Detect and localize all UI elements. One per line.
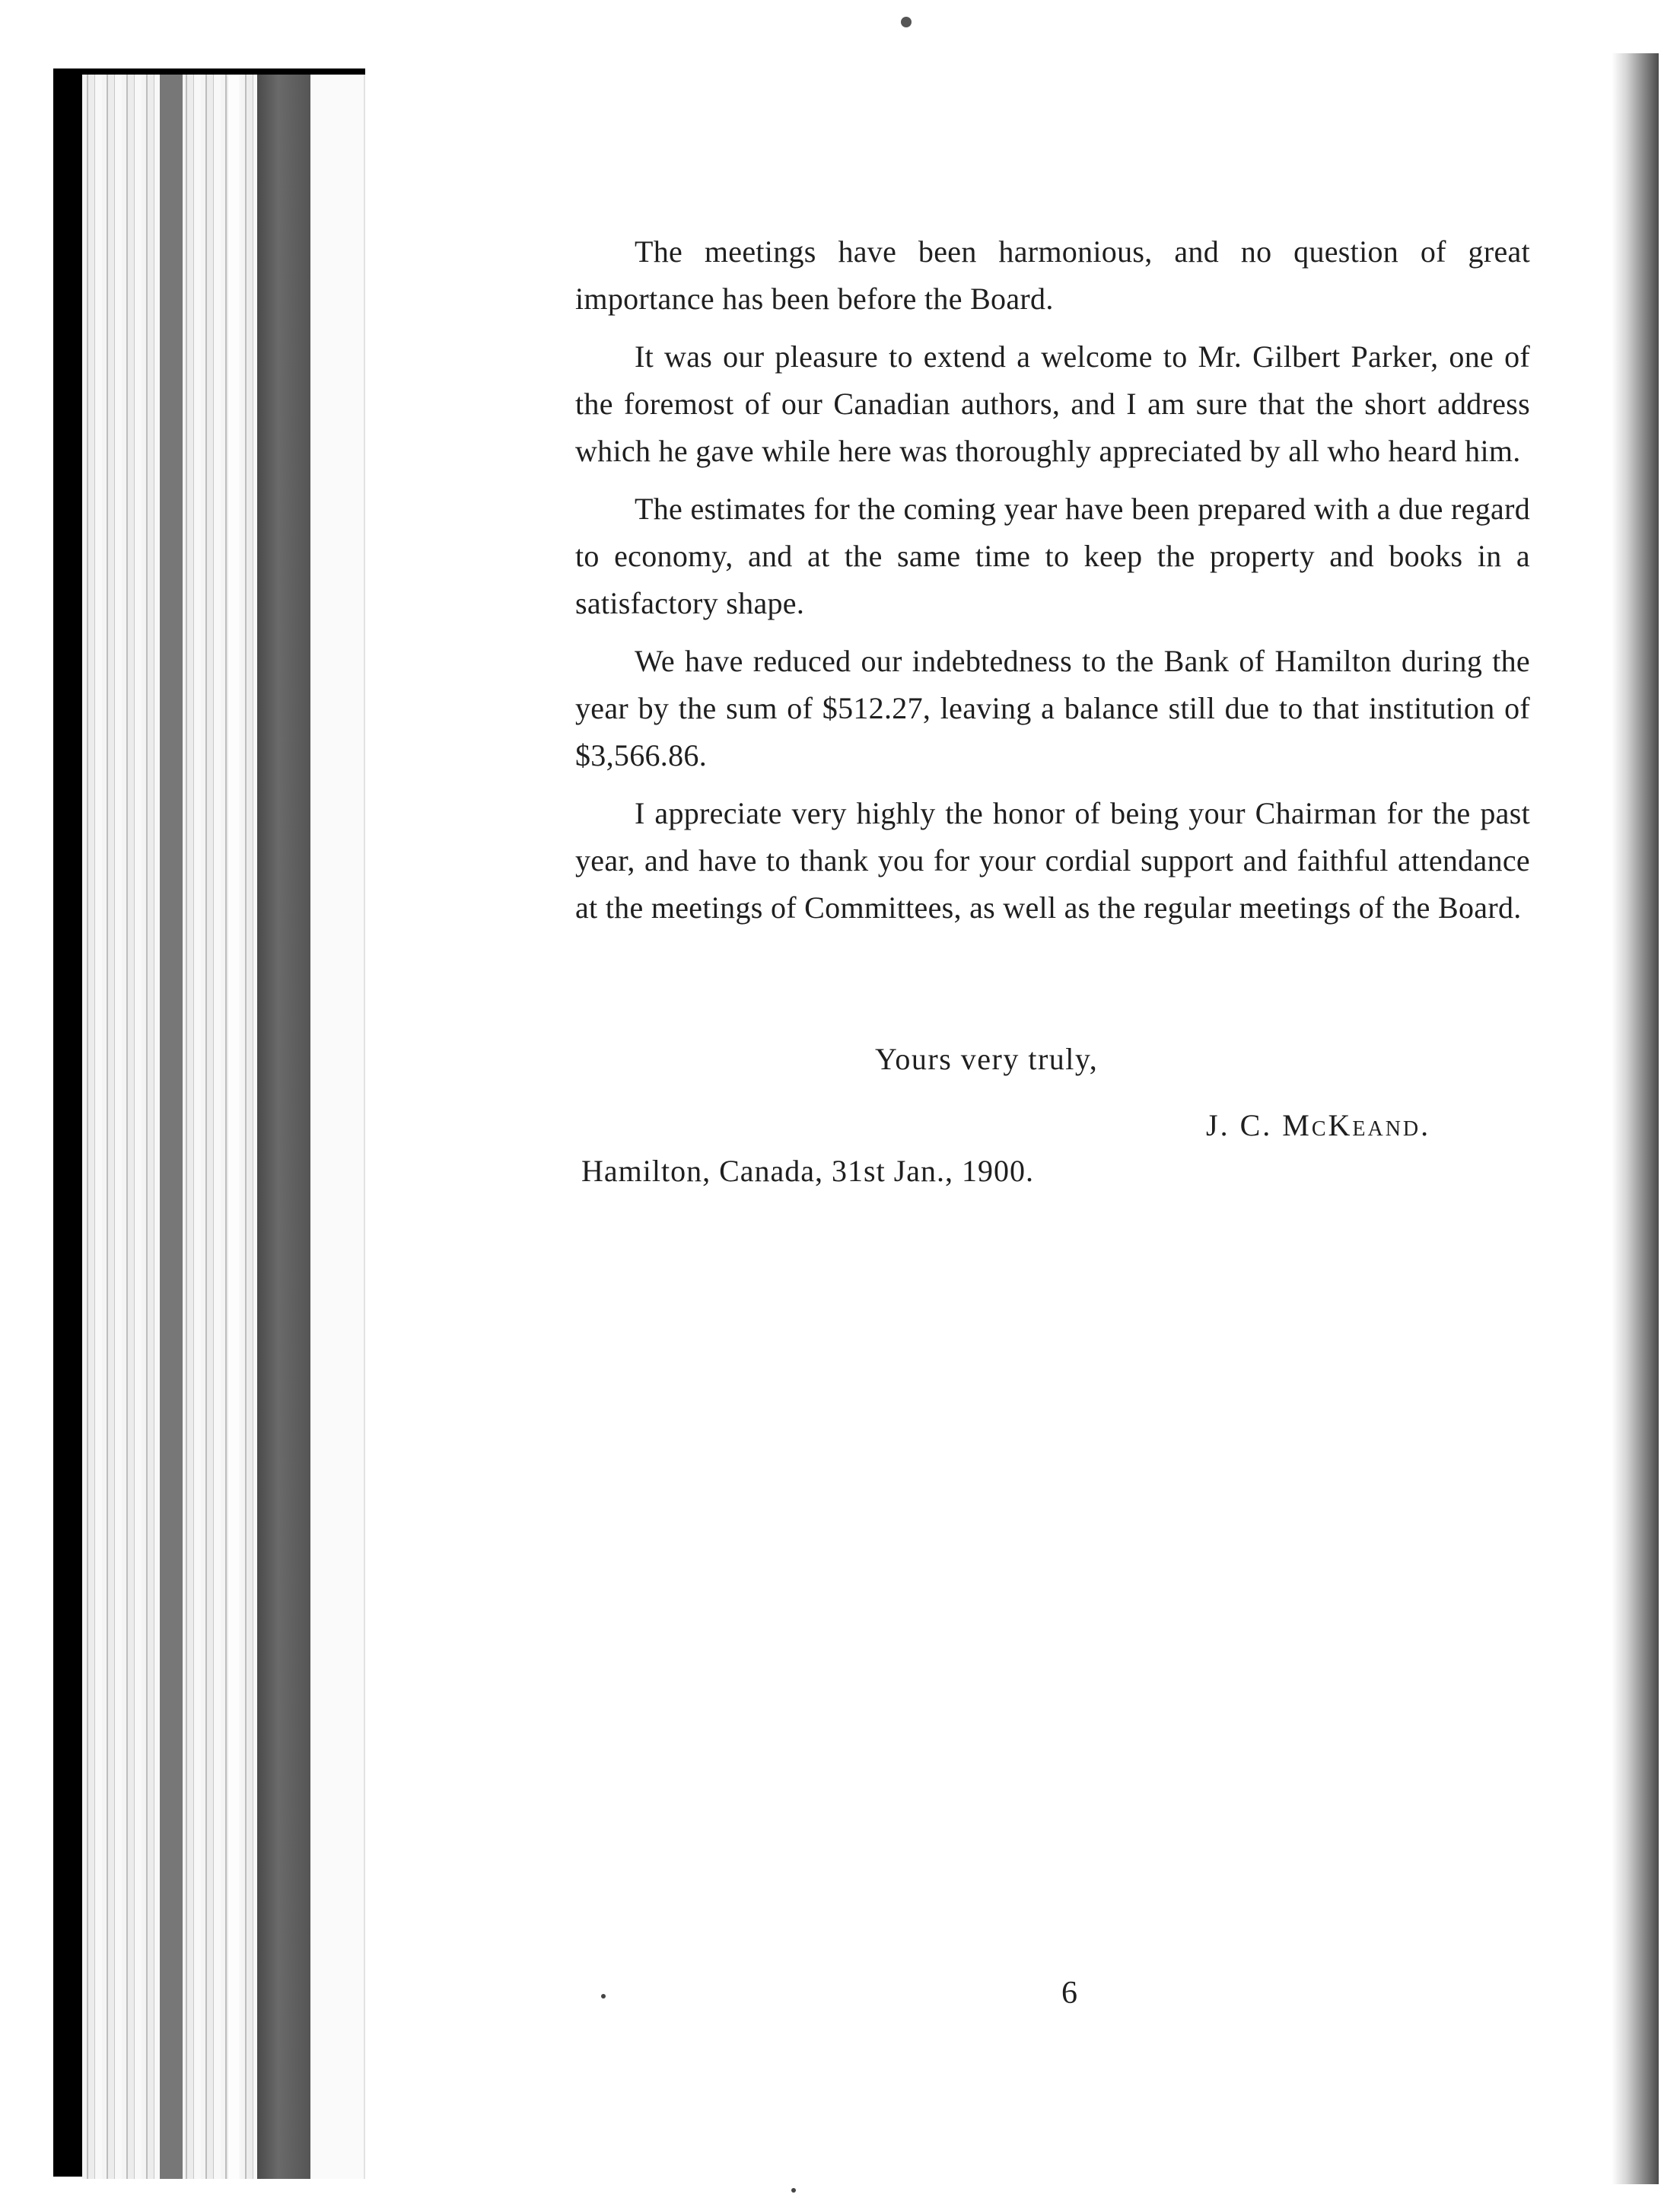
book-edge-band — [160, 75, 183, 2179]
paragraph: It was our pleasure to extend a welcome to Mr. Gilbert Parker, one of the foremost of our Canadian authors, and I am sure that the short address which he gave while here was thoroughly appreciated by all who heard him. — [575, 339, 1530, 468]
scan-speck — [791, 2188, 796, 2193]
book-edge-band — [257, 75, 310, 2179]
scan-dot — [901, 17, 912, 27]
body-text — [575, 228, 1530, 942]
page-number: 6 — [1061, 1976, 1077, 2011]
paragraph: I appreciate very highly the honor of being your Chairman for the past year, and have to thank you for your cordial support and faithful attendance at the meetings of Committees, as well as the regular meetings of the Board. — [575, 796, 1530, 925]
book-edge-band — [228, 75, 239, 2179]
page-gutter-shadow — [1612, 53, 1659, 2184]
scan-left-margin — [0, 0, 53, 2204]
place-and-date: Hamilton, Canada, 31st Jan., 1900. — [581, 1154, 1035, 1188]
scan-speck — [601, 1994, 606, 1999]
scan-top-margin — [0, 0, 1680, 68]
letter-closing: Yours very truly, — [875, 1042, 1099, 1076]
paragraph: The estimates for the coming year have been prepared with a due regard to economy, and at the same time to keep the property and books in a satisfactory shape. — [575, 492, 1530, 620]
scan-right-margin — [1659, 0, 1680, 2204]
paragraph: The meetings have been harmonious, and no question of great importance has been before the Board. — [575, 234, 1530, 316]
book-edge-band — [310, 75, 365, 2179]
paragraph: We have reduced our indebtedness to the Bank of Hamilton during the year by the sum of $512.27, leaving a balance still due to that institution of $3,566.86. — [575, 644, 1530, 772]
letter-signature: J. C. McKeand. — [1206, 1108, 1431, 1142]
